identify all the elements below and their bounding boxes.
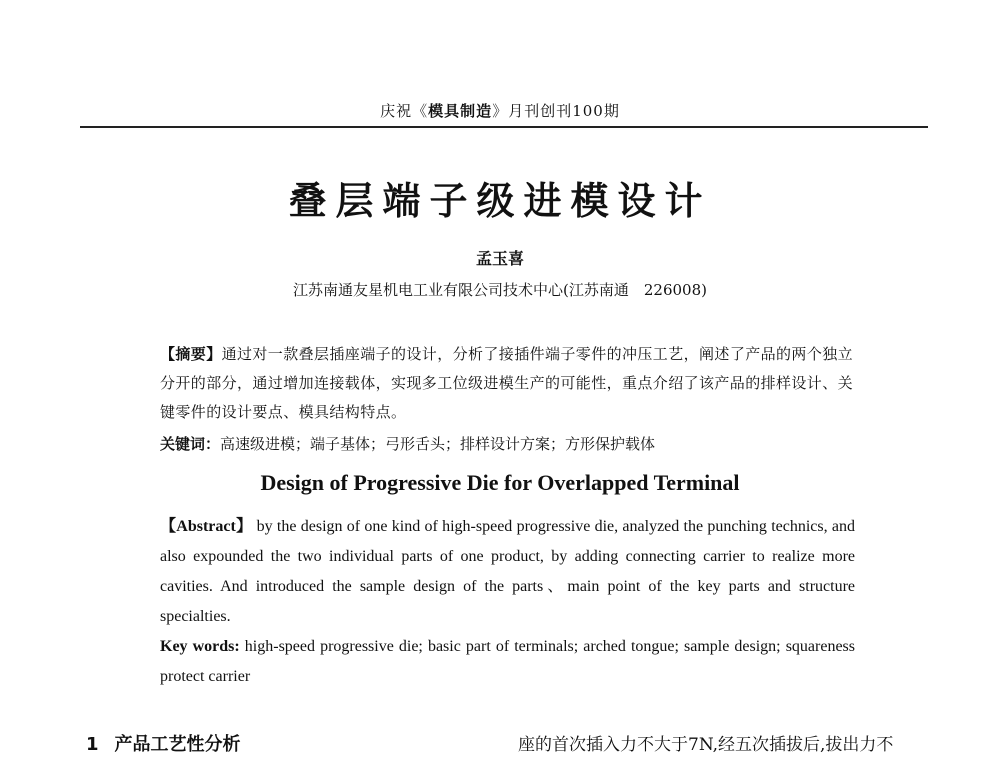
section-title: 产品工艺性分析 [114, 734, 241, 755]
keywords-english-label: Key words: [160, 638, 240, 655]
body-text-right-column: 座的首次插入力不大于7N,经五次插拔后,拔出力不 [518, 735, 894, 755]
abstract-english-text: by the design of one kind of high-speed progressive die, analyzed the punching technics, and also expounded the two individual parts of one product, by adding connecting carrier to realize more cavities. And introduced the sample design of the parts、main point of the key parts and structure specialties. [160, 518, 856, 625]
running-header [0, 100, 1000, 121]
author-affiliation: 江苏南通友星机电工业有限公司技术中心(江苏南通 226008) [293, 281, 707, 299]
running-header-prefix: 庆祝《 [380, 102, 429, 120]
abstract-chinese-text: 通过对一款叠层插座端子的设计，分析了接插件端子零件的冲压工艺，阐述了产品的两个独立分开的部分，通过增加连接载体，实现多工位级进模生产的可能性，重点介绍了该产品的排样设计、关键零件的设计要点、模具结构特点。 [160, 345, 854, 421]
keywords-chinese-label: 关键词： [160, 435, 221, 453]
journal-name: 模具制造 [428, 102, 493, 120]
keywords-english [160, 632, 855, 692]
keywords-chinese-text: 高速级进模；端子基体；弓形舌头；排样设计方案；方形保护载体 [220, 435, 656, 453]
running-header-suffix: 》月刊创刊100期 [492, 102, 620, 120]
section-number: 1 [86, 734, 99, 755]
section-heading [86, 730, 241, 756]
paper-title-english: Design of Progressive Die for Overlapped Terminal [260, 470, 740, 495]
keywords-chinese [160, 430, 855, 459]
abstract-english-label: 【Abstract】 [160, 518, 253, 535]
abstract-chinese [160, 340, 855, 427]
abstract-english [160, 512, 855, 632]
abstract-chinese-label: 【摘要】 [160, 345, 222, 363]
keywords-english-text: high-speed progressive die; basic part of terminals; arched tongue; sample design; squareness protect carrier [160, 638, 856, 685]
author-name: 孟玉喜 [475, 249, 524, 268]
header-divider [80, 126, 928, 128]
paper-title: 叠层端子级进模设计 [288, 179, 712, 223]
